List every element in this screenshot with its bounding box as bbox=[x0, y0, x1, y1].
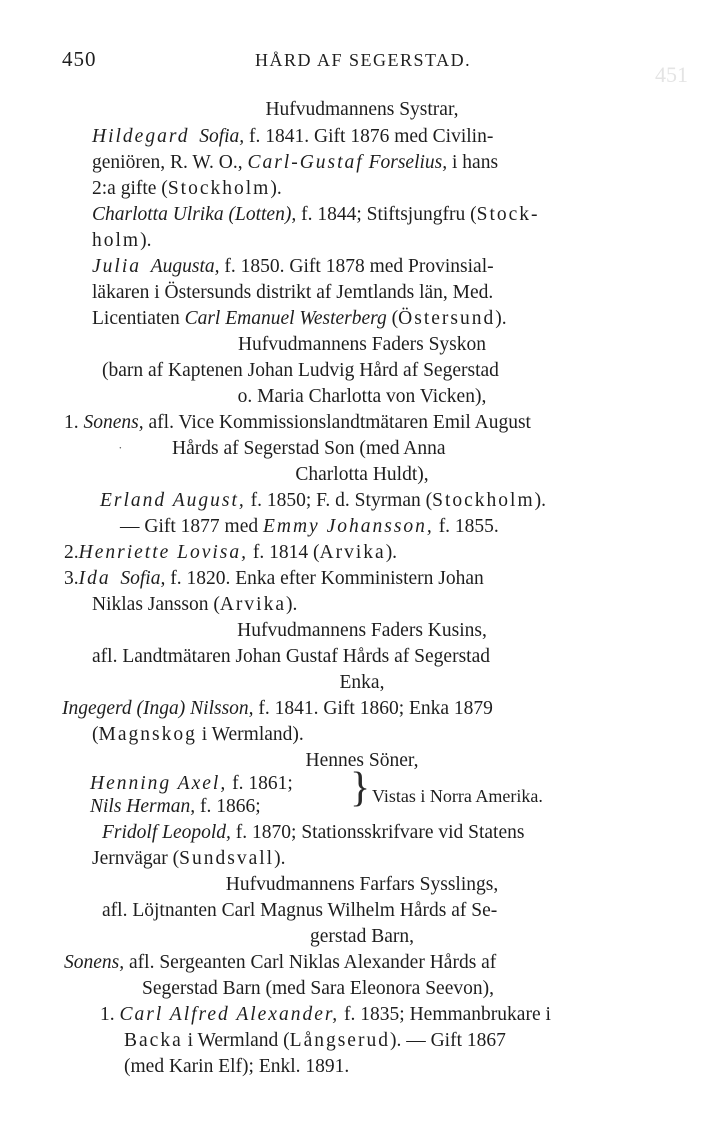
entry-line: läkaren i Östersunds distrikt af Jemtlands län, Med. bbox=[92, 282, 494, 303]
entry-line: 3.Ida Sofia, f. 1820. Enka efter Komministern Johan bbox=[64, 568, 484, 589]
entry-line: Enka, bbox=[339, 672, 385, 693]
entry-line: Charlotta Huldt), bbox=[295, 464, 429, 485]
entry-line: Julia Augusta, f. 1850. Gift 1878 med Provinsial- bbox=[92, 256, 494, 277]
entry-line: Nils Herman, f. 1866; bbox=[90, 796, 261, 817]
entry-line: o. Maria Charlotta von Vicken), bbox=[237, 386, 487, 407]
entry-line: Sonens, afl. Sergeanten Carl Niklas Alexander Hårds af bbox=[64, 952, 497, 973]
brace-note: Vistas i Norra Amerika. bbox=[372, 786, 543, 806]
entry-line: Charlotta Ulrika (Lotten), f. 1844; Stiftsjungfru (Stock- bbox=[92, 204, 540, 225]
page-number: 450 bbox=[62, 47, 97, 71]
section-heading-fathers-cousins: Hufvudmannens Faders Kusins, bbox=[237, 620, 487, 641]
entry-line: Backa i Wermland (Långserud). — Gift 1867 bbox=[124, 1030, 506, 1051]
entry-line: 2.Henriette Lovisa, f. 1814 (Arvika). bbox=[64, 542, 398, 563]
entry-line: (med Karin Elf); Enkl. 1891. bbox=[124, 1056, 350, 1077]
bleed-through-page-number: 451 bbox=[655, 62, 688, 87]
section-heading-sisters: Hufvudmannens Systrar, bbox=[265, 99, 459, 120]
entry-line: Niklas Jansson (Arvika). bbox=[92, 594, 298, 615]
entry-line: Licentiaten Carl Emanuel Westerberg (Östersund). bbox=[92, 308, 507, 329]
section-heading-grandfathers-cousins: Hufvudmannens Farfars Sysslings, bbox=[225, 874, 499, 895]
entry-line: Ingegerd (Inga) Nilsson, f. 1841. Gift 1860; Enka 1879 bbox=[62, 698, 493, 719]
entry-line: (barn af Kaptenen Johan Ludvig Hård af Segerstad bbox=[102, 360, 499, 381]
entry-line: Segerstad Barn (med Sara Eleonora Seevon), bbox=[142, 978, 494, 999]
entry-line: holm). bbox=[92, 230, 152, 251]
entry-line: Erland August, f. 1850; F. d. Styrman (Stockholm). bbox=[100, 490, 547, 511]
entry-line: Fridolf Leopold, f. 1870; Stationsskrifvare vid Statens bbox=[102, 822, 525, 843]
section-heading-fathers-siblings: Hufvudmannens Faders Syskon bbox=[237, 334, 487, 355]
entry-line: (Magnskog i Wermland). bbox=[92, 724, 304, 745]
entry-line: geniören, R. W. O., Carl-Gustaf Forselius, i hans bbox=[92, 152, 499, 173]
entry-line: Hårds af Segerstad Son (med Anna bbox=[172, 438, 446, 459]
right-brace: } bbox=[350, 765, 371, 811]
entry-line: 2:a gifte (Stockholm). bbox=[92, 178, 282, 199]
entry-line: afl. Landtmätaren Johan Gustaf Hårds af Segerstad bbox=[92, 646, 490, 667]
entry-line: Henning Axel, f. 1861; bbox=[90, 773, 293, 794]
entry-line: Jernvägar (Sundsvall). bbox=[92, 848, 286, 869]
entry-line: 1. Sonens, afl. Vice Kommissionslandtmätaren Emil August bbox=[64, 412, 531, 433]
entry-line: 1. Carl Alfred Alexander, f. 1835; Hemmanbrukare i bbox=[100, 1004, 551, 1025]
print-speck: ˙ bbox=[118, 445, 123, 460]
entry-line: afl. Löjtnanten Carl Magnus Wilhelm Hårds af Se- bbox=[102, 900, 498, 921]
entry-line: gerstad Barn, bbox=[310, 926, 414, 947]
entry-line: Hildegard Sofia, f. 1841. Gift 1876 med Civilin- bbox=[92, 126, 494, 147]
entry-line: — Gift 1877 med Emmy Johansson, f. 1855. bbox=[120, 516, 499, 537]
running-title: HÅRD AF SEGERSTAD. bbox=[255, 50, 472, 70]
section-heading-her-sons: Hennes Söner, bbox=[305, 750, 419, 771]
